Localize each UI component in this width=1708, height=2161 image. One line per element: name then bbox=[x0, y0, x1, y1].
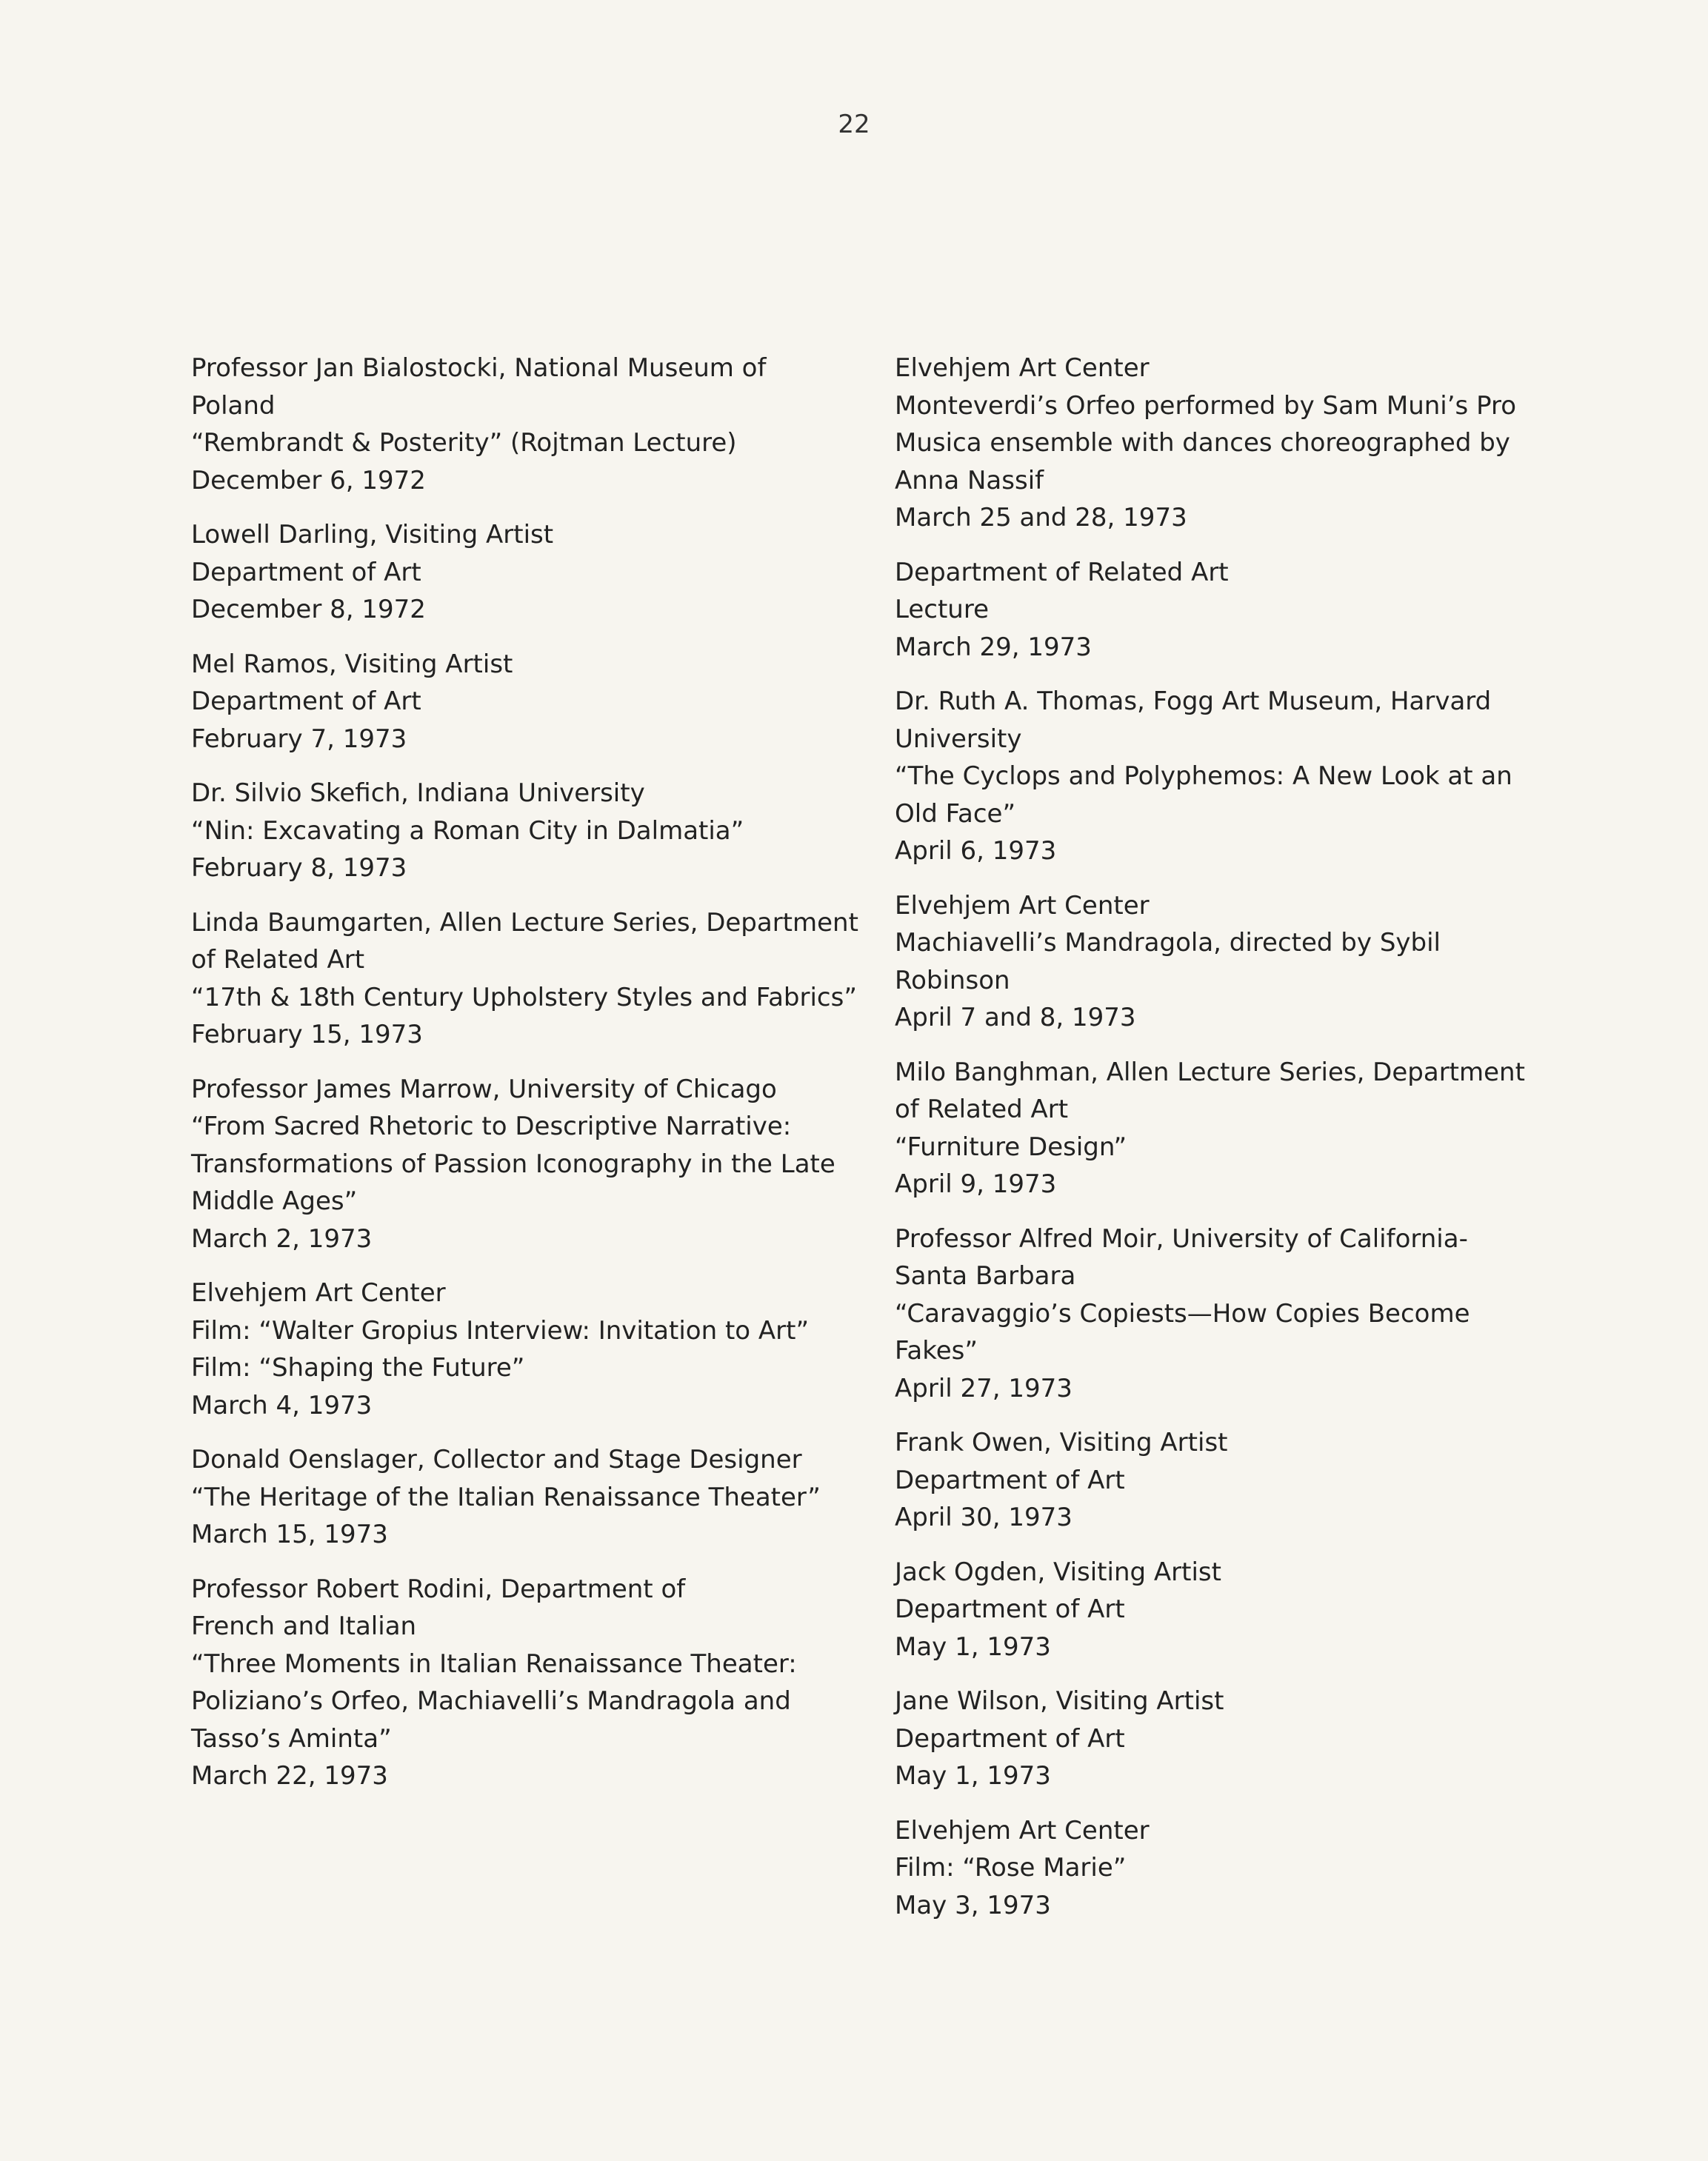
entry-line: Poland bbox=[191, 390, 276, 421]
entry-line: of Related Art bbox=[191, 945, 365, 975]
entry-line: April 30, 1973 bbox=[895, 1503, 1072, 1532]
entry-line: Film: “Rose Marie” bbox=[895, 1853, 1127, 1883]
entry-line: Elvehjem Art Center bbox=[895, 353, 1150, 383]
entry-line: Elvehjem Art Center bbox=[191, 1278, 446, 1308]
entry-line: Professor Robert Rodini, Department of bbox=[191, 1574, 686, 1604]
entry-line: University bbox=[895, 724, 1022, 754]
entry-line: “Furniture Design” bbox=[895, 1132, 1127, 1162]
entry-line: Old Face” bbox=[895, 798, 1016, 829]
event-entry bbox=[895, 350, 1584, 537]
entry-line: February 7, 1973 bbox=[191, 724, 407, 754]
entry-line: “Three Moments in Italian Renaissance Theater: bbox=[191, 1649, 797, 1679]
entry-line: Lowell Darling, Visiting Artist bbox=[191, 520, 554, 550]
event-entry bbox=[895, 1554, 1584, 1666]
event-entry bbox=[191, 516, 880, 629]
event-entry bbox=[191, 1441, 880, 1554]
event-entry bbox=[895, 1683, 1584, 1795]
entry-line: May 1, 1973 bbox=[895, 1761, 1051, 1791]
entry-line: Machiavelli’s Mandragola, directed by Sybil bbox=[895, 928, 1441, 958]
entry-line: “The Heritage of the Italian Renaissance Theater” bbox=[191, 1482, 821, 1512]
entry-line: April 27, 1973 bbox=[895, 1373, 1072, 1403]
entry-line: “Caravaggio’s Copiests—How Copies Become bbox=[895, 1298, 1470, 1329]
right-column bbox=[895, 350, 1584, 1941]
event-entry bbox=[191, 1571, 880, 1795]
entry-line: Professor Alfred Moir, University of California- bbox=[895, 1223, 1468, 1254]
entry-line: Linda Baumgarten, Allen Lecture Series, Department bbox=[191, 907, 858, 938]
event-entry bbox=[895, 1054, 1584, 1203]
entry-line: April 7 and 8, 1973 bbox=[895, 1003, 1136, 1032]
entry-line: “17th & 18th Century Upholstery Styles and Fabrics” bbox=[191, 982, 857, 1012]
entry-line: Middle Ages” bbox=[191, 1186, 358, 1216]
entry-line: March 29, 1973 bbox=[895, 632, 1092, 662]
event-entry bbox=[191, 350, 880, 499]
left-column bbox=[191, 350, 880, 1812]
event-entry bbox=[191, 1071, 880, 1258]
entry-line: Film: “Shaping the Future” bbox=[191, 1353, 525, 1383]
entry-line: Department of Art bbox=[191, 687, 421, 716]
entry-line: February 8, 1973 bbox=[191, 853, 407, 883]
entry-line: Frank Owen, Visiting Artist bbox=[895, 1428, 1228, 1457]
entry-line: December 8, 1972 bbox=[191, 595, 426, 624]
entry-line: “Nin: Excavating a Roman City in Dalmatia” bbox=[191, 815, 744, 846]
event-entry bbox=[191, 904, 880, 1054]
entry-line: May 3, 1973 bbox=[895, 1890, 1051, 1920]
entry-line: Dr. Silvio Skefich, Indiana University bbox=[191, 778, 645, 808]
entry-line: Department of Art bbox=[895, 1723, 1125, 1754]
entry-line: Department of Art bbox=[191, 557, 421, 587]
entry-line: “Rembrandt & Posterity” (Rojtman Lecture) bbox=[191, 428, 737, 458]
page-number: 22 bbox=[838, 110, 870, 139]
entry-line: Film: “Walter Gropius Interview: Invitation to Art” bbox=[191, 1315, 810, 1346]
entry-line: Fakes” bbox=[895, 1336, 978, 1366]
event-entry bbox=[191, 1275, 880, 1424]
entry-line: May 1, 1973 bbox=[895, 1631, 1051, 1662]
entry-line: Milo Banghman, Allen Lecture Series, Department bbox=[895, 1057, 1525, 1087]
entry-line: Department of Art bbox=[895, 1594, 1125, 1624]
entry-line: Professor James Marrow, University of Chicago bbox=[191, 1074, 777, 1104]
event-entry bbox=[191, 775, 880, 887]
entry-line: “From Sacred Rhetoric to Descriptive Narrative: bbox=[191, 1112, 792, 1141]
event-entry bbox=[895, 887, 1584, 1037]
entry-line: Musica ensemble with dances choreographed by bbox=[895, 428, 1510, 458]
entry-line: Poliziano’s Orfeo, Machiavelli’s Mandragola and bbox=[191, 1686, 791, 1716]
entry-line: “The Cyclops and Polyphemos: A New Look at an bbox=[895, 761, 1512, 791]
entry-line: Transformations of Passion Iconography in the Late bbox=[191, 1149, 835, 1179]
entry-line: Elvehjem Art Center bbox=[895, 890, 1150, 921]
entry-line: March 22, 1973 bbox=[191, 1761, 388, 1791]
entry-line: of Related Art bbox=[895, 1095, 1069, 1124]
event-entry bbox=[895, 1424, 1584, 1537]
entry-line: Department of Related Art bbox=[895, 557, 1229, 587]
entry-line: April 9, 1973 bbox=[895, 1169, 1057, 1199]
entry-line: December 6, 1972 bbox=[191, 465, 426, 495]
entry-line: Department of Art bbox=[895, 1465, 1125, 1495]
event-entry bbox=[191, 646, 880, 758]
entry-line: Professor Jan Bialostocki, National Museum of bbox=[191, 353, 767, 383]
entry-line: Dr. Ruth A. Thomas, Fogg Art Museum, Harvard bbox=[895, 687, 1492, 716]
event-entry bbox=[895, 1220, 1584, 1408]
entry-line: Donald Oenslager, Collector and Stage Designer bbox=[191, 1445, 802, 1474]
entry-line: April 6, 1973 bbox=[895, 836, 1057, 866]
entry-line: March 2, 1973 bbox=[191, 1223, 373, 1254]
entry-line: Elvehjem Art Center bbox=[895, 1815, 1150, 1846]
entry-line: Jack Ogden, Visiting Artist bbox=[895, 1557, 1221, 1587]
entry-line: Monteverdi’s Orfeo performed by Sam Muni’s Pro bbox=[895, 390, 1517, 421]
entry-line: March 25 and 28, 1973 bbox=[895, 503, 1187, 532]
event-entry bbox=[895, 1812, 1584, 1925]
entry-line: Lecture bbox=[895, 595, 989, 624]
entry-line: March 4, 1973 bbox=[191, 1390, 373, 1420]
entry-line: Robinson bbox=[895, 965, 1010, 995]
entry-line: Jane Wilson, Visiting Artist bbox=[895, 1686, 1224, 1716]
entry-line: Anna Nassif bbox=[895, 465, 1044, 495]
entry-line: Mel Ramos, Visiting Artist bbox=[191, 649, 513, 679]
entry-line: Santa Barbara bbox=[895, 1261, 1076, 1291]
entry-line: Tasso’s Aminta” bbox=[191, 1723, 392, 1754]
entry-line: March 15, 1973 bbox=[191, 1520, 388, 1549]
entry-line: February 15, 1973 bbox=[191, 1020, 423, 1049]
entry-line: French and Italian bbox=[191, 1611, 417, 1641]
event-entry bbox=[895, 683, 1584, 870]
event-entry bbox=[895, 554, 1584, 667]
